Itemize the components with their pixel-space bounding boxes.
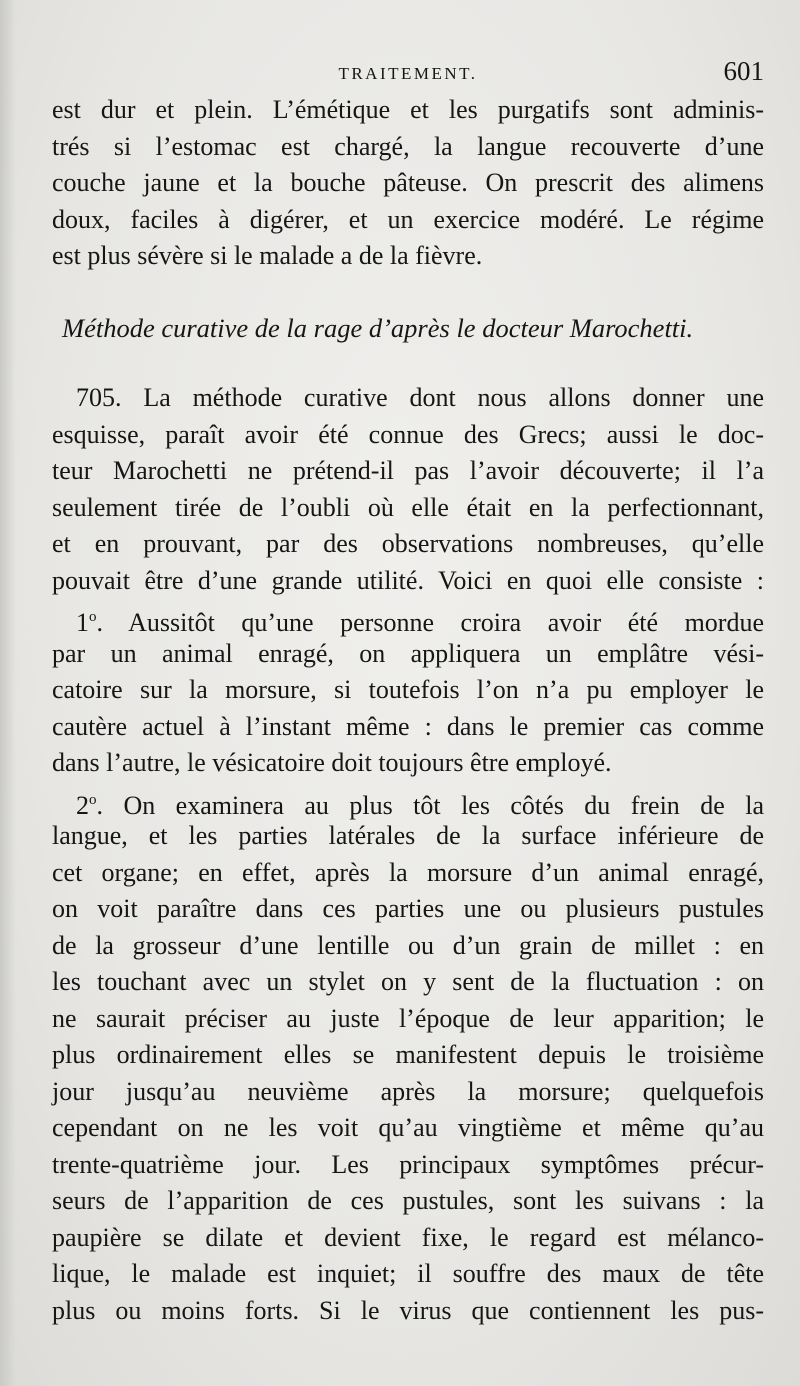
paragraph-705	[52, 380, 764, 599]
text-line: ne saurait préciser au juste l’époque de leur apparition; le	[52, 1003, 764, 1033]
text-line: dans l’autre, le vésicatoire doit toujours être employé.	[52, 748, 612, 777]
degree-mark: o	[89, 609, 97, 625]
text-line: les touchant avec un stylet on y sent de la fluctuation : on	[52, 967, 764, 996]
running-head: TRAITEMENT.	[338, 64, 478, 83]
text-line: trente-quatrième jour. Les principaux symptômes précur-	[52, 1149, 764, 1179]
item-first-line	[52, 599, 764, 636]
paragraph-top	[52, 92, 764, 275]
page-number: 601	[723, 56, 764, 86]
text-line: esquisse, paraît avoir été connue des Grecs; aussi le doc-	[52, 419, 764, 449]
section-heading: Méthode curative de la rage d’après le docteur Marochetti.	[62, 312, 694, 343]
item-number: 1	[76, 608, 89, 637]
item-text: . Aussitôt qu’une personne croira avoir été mordue	[96, 608, 764, 637]
text-line: est plus sévère si le malade a de la fièvre.	[52, 241, 483, 270]
text-line: doux, faciles à digérer, et un exercice modéré. Le régime	[52, 204, 764, 234]
item-text: . On examinera au plus tôt les côtés du frein de la	[96, 790, 764, 820]
text-line: pouvait être d’une grande utilité. Voici en quoi elle consiste :	[52, 565, 764, 595]
text-line: plus ou moins forts. Si le virus que contiennent les pus-	[52, 1295, 764, 1325]
text-line: on voit paraître dans ces parties une ou plusieurs pustules	[52, 894, 764, 923]
text-line: cautère actuel à l’instant même : dans le premier cas comme	[52, 711, 764, 741]
text-line: jour jusqu’au neuvième après la morsure; quelquefois	[52, 1076, 764, 1106]
item-number: 2	[76, 790, 89, 820]
text-line: langue, et les parties latérales de la surface inférieure de	[52, 821, 764, 850]
text-line: trés si l’estomac est chargé, la langue recouverte d’une	[52, 131, 764, 161]
text-line: lique, le malade est inquiet; il souffre des maux de tête	[52, 1259, 764, 1288]
text-line: 705. La méthode curative dont nous allons donner une	[76, 383, 764, 412]
text-line: couche jaune et la bouche pâteuse. On prescrit des alimens	[52, 168, 764, 197]
text-line: catoire sur la morsure, si toutefois l’on n’a pu employer le	[52, 675, 764, 704]
text-line: cependant on ne les voit qu’au vingtième et même qu’au	[52, 1113, 764, 1142]
text-line: paupière se dilate et devient fixe, le regard est mélanco-	[52, 1222, 764, 1252]
text-line: de la grosseur d’une lentille ou d’un grain de millet : en	[52, 930, 764, 960]
text-line: seurs de l’apparition de ces pustules, sont les suivans : la	[52, 1186, 764, 1215]
text-line: plus ordinairement elles se manifestent depuis le troisième	[52, 1040, 764, 1069]
page-header	[52, 56, 764, 92]
text-line: seulement tirée de l’oubli où elle était en la perfectionnant,	[52, 492, 764, 522]
item-first-line	[52, 782, 764, 819]
text-line: par un animal enragé, on appliquera un emplâtre vési-	[52, 638, 764, 668]
degree-mark: o	[89, 791, 97, 808]
numbered-item-1	[52, 599, 764, 782]
page-edge-shadow	[0, 0, 16, 1386]
text-line: teur Marochetti ne prétend-il pas l’avoir découverte; il l’a	[52, 456, 764, 485]
text-line: et en prouvant, par des observations nombreuses, qu’elle	[52, 529, 764, 558]
text-line: est dur et plein. L’émétique et les purgatifs sont adminis-	[52, 95, 764, 124]
text-line: cet organe; en effet, après la morsure d’un animal enragé,	[52, 857, 764, 887]
text-block	[52, 92, 764, 1329]
numbered-item-2	[52, 782, 764, 1330]
